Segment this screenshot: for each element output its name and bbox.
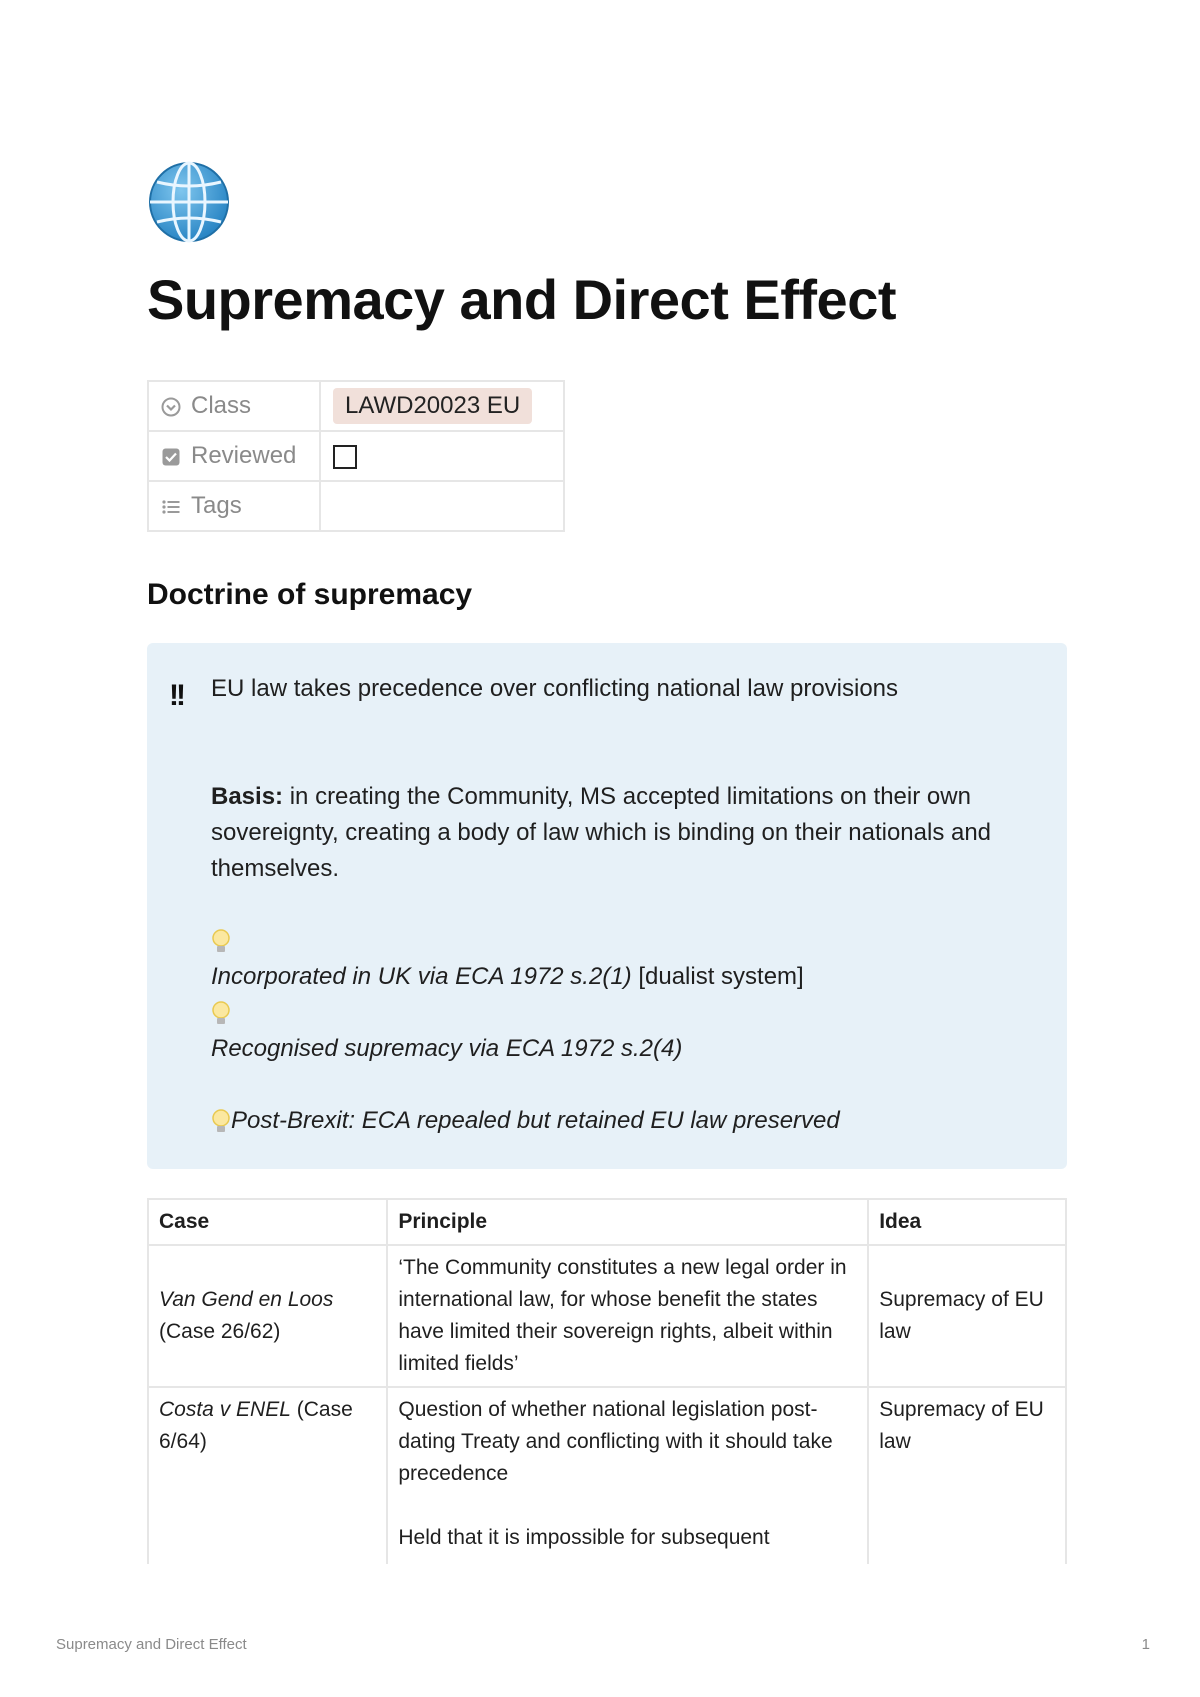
table-header-row [148, 1199, 1066, 1245]
select-icon [161, 397, 181, 417]
double-exclamation-icon: !! [169, 679, 183, 712]
note-2 [211, 995, 1041, 1067]
lightbulb-icon [211, 928, 231, 956]
property-key-reviewed [148, 431, 320, 481]
idea-cell: Supremacy of EU law [868, 1245, 1066, 1387]
lightbulb-icon [211, 1108, 231, 1136]
column-header-idea: Idea [868, 1199, 1066, 1245]
basis-label: Basis: [211, 783, 284, 810]
note-2-italic: Recognised supremacy via ECA 1972 s.2(4) [211, 1035, 683, 1062]
spacer [211, 887, 1041, 923]
spacer [211, 707, 1041, 779]
principle-cell [387, 1387, 868, 1564]
property-value-reviewed [320, 431, 564, 481]
property-value-class[interactable] [320, 381, 564, 431]
property-row-tags [148, 481, 564, 531]
note-3 [211, 1103, 1041, 1139]
page-number: 1 [1141, 1636, 1150, 1653]
note-1 [211, 923, 1041, 995]
property-value-tags[interactable] [320, 481, 564, 531]
callout-line: EU law takes precedence over conflicting national law provisions [211, 675, 899, 702]
spacer [211, 1067, 1041, 1103]
list-icon [161, 497, 181, 517]
cases-table [147, 1198, 1067, 1564]
callout-block [147, 643, 1067, 1169]
table-row [148, 1245, 1066, 1387]
properties-table [147, 380, 565, 532]
basis-text: in creating the Community, MS accepted limitations on their own sovereignty, creating a body of law which is binding on their nationals and themselves. [211, 783, 992, 882]
callout-body [211, 671, 1041, 1139]
page-content [147, 160, 1067, 1549]
note-1-rest: [dualist system] [631, 963, 804, 990]
property-label: Tags [191, 492, 242, 519]
case-number: (Case 6/64) [159, 1398, 353, 1453]
property-label: Class [191, 392, 252, 419]
column-header-principle: Principle [387, 1199, 868, 1245]
case-number: (Case 26/62) [159, 1320, 281, 1343]
column-header-case: Case [148, 1199, 387, 1245]
section-heading: Doctrine of supremacy [147, 578, 473, 611]
checkbox-icon [161, 447, 181, 467]
principle-paragraph: Question of whether national legislation post-dating Treaty and conflicting with it should take precedence [398, 1398, 833, 1485]
property-row-reviewed [148, 431, 564, 481]
note-1-italic: Incorporated in UK via ECA 1972 s.2(1) [211, 963, 632, 990]
case-cell [148, 1245, 387, 1387]
note-3-italic: Post-Brexit: ECA repealed but retained EU law preserved [231, 1107, 840, 1134]
spacer [398, 1490, 857, 1522]
property-key-class [148, 381, 320, 431]
property-row-class [148, 381, 564, 431]
class-tag-chip[interactable]: LAWD20023 EU [333, 388, 532, 424]
principle-paragraph: Held that it is impossible for subsequent [398, 1526, 770, 1549]
idea-cell: Supremacy of EU law [868, 1387, 1066, 1564]
case-cell [148, 1387, 387, 1564]
reviewed-checkbox[interactable] [333, 445, 357, 469]
principle-cell: ‘The Community constitutes a new legal order in international law, for whose benefit the states have limited their sovereign rights, albeit within limited fields’ [387, 1245, 868, 1387]
footer-title: Supremacy and Direct Effect [56, 1636, 247, 1653]
callout-basis [211, 779, 1041, 887]
case-name: Costa v ENEL [159, 1398, 291, 1421]
globe-icon [147, 160, 231, 244]
property-label: Reviewed [191, 442, 297, 469]
table-row [148, 1387, 1066, 1564]
lightbulb-icon [211, 1000, 231, 1028]
case-name: Van Gend en Loos [159, 1288, 334, 1311]
property-key-tags [148, 481, 320, 531]
page-title: Supremacy and Direct Effect [147, 268, 896, 331]
